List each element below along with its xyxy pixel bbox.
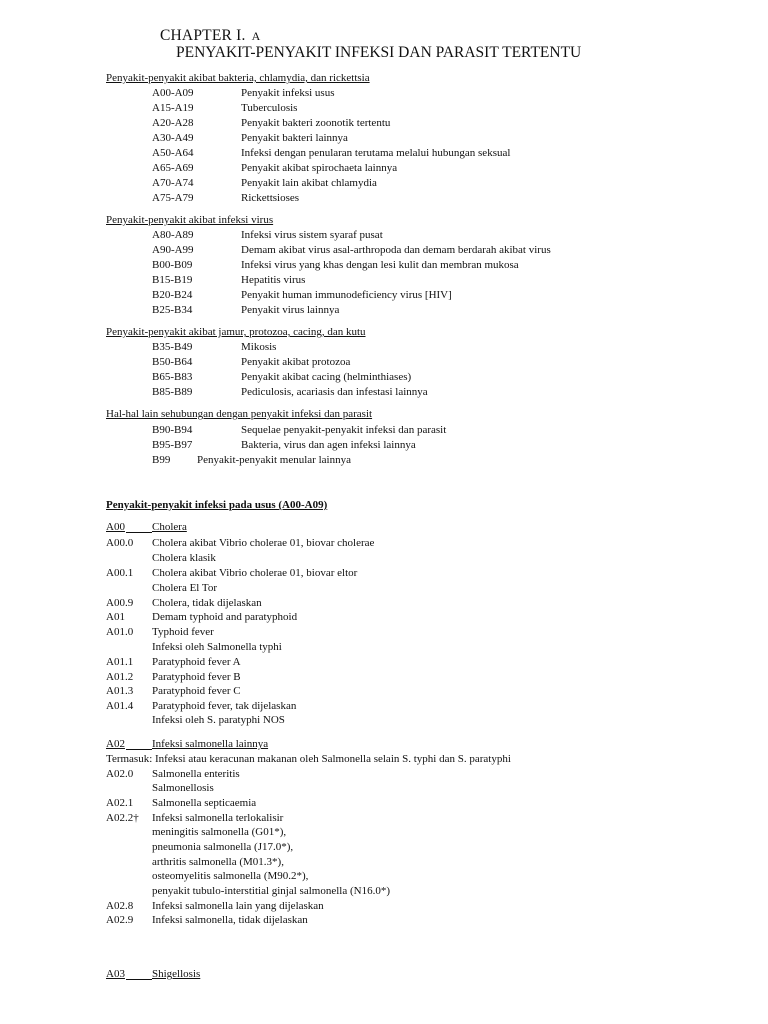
item-code: A15-A19 [152,102,194,114]
item-code: B15-B19 [152,274,193,286]
item-code: B25-B34 [152,304,193,316]
item-desc: Infeksi dengan penularan terutama melalui hubungan seksual [241,147,511,159]
category-title: Cholera [152,521,187,533]
item-desc: Demam akibat virus asal-arthropoda dan demam berdarah akibat virus [241,244,551,256]
row-code: A00.0 [106,537,134,549]
item-code: B90-B94 [152,424,193,436]
chapter-title [160,27,261,45]
row-desc: Cholera, tidak dijelaskan [152,597,262,609]
category-title: Shigellosis [152,968,201,980]
item-desc: Penyakit akibat cacing (helminthiases) [241,371,412,383]
item-desc: Pediculosis, acariasis dan infestasi lainnya [241,386,428,398]
item-code: B85-B89 [152,386,193,398]
item-desc: Tuberculosis [241,102,298,114]
underline-gap [126,520,152,533]
row-code: A01.1 [106,656,134,668]
item-code: A75-A79 [152,192,194,204]
category-code: A03 [106,968,125,980]
row-desc: Paratyphoid fever, tak dijelaskan [152,700,297,712]
group-heading: Hal-hal lain sehubungan dengan penyakit infeksi dan parasit [106,408,373,420]
item-desc: Penyakit bakteri zoonotik tertentu [241,117,391,129]
row-code: A01.4 [106,700,134,712]
item-code: A50-A64 [152,147,194,159]
item-desc: Infeksi virus sistem syaraf pusat [241,229,383,241]
item-code: A90-A99 [152,244,194,256]
chapter-letter: A [251,29,261,43]
row-desc: Infeksi salmonella, tidak dijelaskan [152,914,308,926]
row-desc: Salmonella septicaemia [152,797,257,809]
includes-note: Termasuk: Infeksi atau keracunan makanan oleh Salmonella selain S. typhi dan S. paratyphi [106,753,511,765]
item-desc: Sequelae penyakit-penyakit infeksi dan parasit [241,424,447,436]
item-code: A00-A09 [152,87,194,99]
item-desc: Hepatitis virus [241,274,306,286]
row-desc: Paratyphoid fever B [152,671,241,683]
item-code: A80-A89 [152,229,194,241]
row-code: A02.1 [106,797,134,809]
item-desc: Penyakit human immunodeficiency virus [HIV] [241,289,452,301]
item-code: A65-A69 [152,162,194,174]
row-desc: Typhoid fever [152,626,214,638]
item-code: A20-A28 [152,117,194,129]
row-desc: osteomyelitis salmonella (M90.2*), [152,870,309,882]
row-desc: penyakit tubulo-interstitial ginjal salmonella (N16.0*) [152,885,390,897]
item-code: B65-B83 [152,371,193,383]
row-code: A02.9 [106,914,134,926]
row-code: A01 [106,611,125,623]
item-desc: Penyakit bakteri lainnya [241,132,348,144]
row-desc: Paratyphoid fever C [152,685,241,697]
row-code: A01.2 [106,671,134,683]
item-code: A70-A74 [152,177,194,189]
row-desc: Infeksi salmonella lain yang dijelaskan [152,900,324,912]
item-code: B35-B49 [152,341,193,353]
row-desc: Salmonellosis [152,782,214,794]
row-code: A01.0 [106,626,134,638]
group-heading: Penyakit-penyakit akibat jamur, protozoa, cacing, dan kutu [106,326,366,338]
chapter-subtitle: PENYAKIT-PENYAKIT INFEKSI DAN PARASIT TERTENTU [176,44,582,61]
row-desc: Infeksi salmonella terlokalisir [152,812,284,824]
row-desc: pneumonia salmonella (J17.0*), [152,841,294,853]
row-desc: Cholera akibat Vibrio cholerae 01, biovar cholerae [152,537,375,549]
category-title: Infeksi salmonella lainnya [152,738,269,750]
group-heading: Penyakit-penyakit akibat infeksi virus [106,214,274,226]
item-desc: Penyakit-penyakit menular lainnya [197,454,351,466]
item-code: B95-B97 [152,439,193,451]
row-desc: Infeksi oleh S. paratyphi NOS [152,714,285,726]
item-code: B00-B09 [152,259,193,271]
item-desc: Penyakit virus lainnya [241,304,340,316]
item-code: B99 [152,454,171,466]
category-code: A02 [106,738,125,750]
item-desc: Penyakit lain akibat chlamydia [241,177,377,189]
item-desc: Penyakit infeksi usus [241,87,335,99]
item-code: B50-B64 [152,356,193,368]
row-code: A00.1 [106,567,134,579]
block-heading: Penyakit-penyakit infeksi pada usus (A00-A09) [106,499,328,511]
row-code: A00.9 [106,597,134,609]
item-desc: Penyakit akibat protozoa [241,356,351,368]
item-code: B20-B24 [152,289,193,301]
item-desc: Penyakit akibat spirochaeta lainnya [241,162,398,174]
chapter-number: CHAPTER I. [160,27,246,44]
item-desc: Mikosis [241,341,277,353]
row-desc: Cholera akibat Vibrio cholerae 01, biovar eltor [152,567,358,579]
row-desc: Salmonella enteritis [152,768,240,780]
item-desc: Infeksi virus yang khas dengan lesi kulit dan membran mukosa [241,259,519,271]
row-desc: meningitis salmonella (G01*), [152,826,287,838]
row-code: A02.2† [106,812,139,824]
item-desc: Rickettsioses [241,192,300,204]
row-code: A01.3 [106,685,134,697]
group-heading: Penyakit-penyakit akibat bakteria, chlamydia, dan rickettsia [106,72,370,84]
underline-gap [126,737,152,750]
underline-gap [126,967,152,980]
row-code: A02.0 [106,768,134,780]
row-code: A02.8 [106,900,134,912]
row-desc: Infeksi oleh Salmonella typhi [152,641,282,653]
item-code: A30-A49 [152,132,194,144]
row-desc: arthritis salmonella (M01.3*), [152,856,284,868]
row-desc: Cholera klasik [152,552,216,564]
row-desc: Paratyphoid fever A [152,656,241,668]
row-desc: Cholera El Tor [152,582,218,594]
row-desc: Demam typhoid and paratyphoid [152,611,298,623]
item-desc: Bakteria, virus dan agen infeksi lainnya [241,439,416,451]
category-code: A00 [106,521,125,533]
